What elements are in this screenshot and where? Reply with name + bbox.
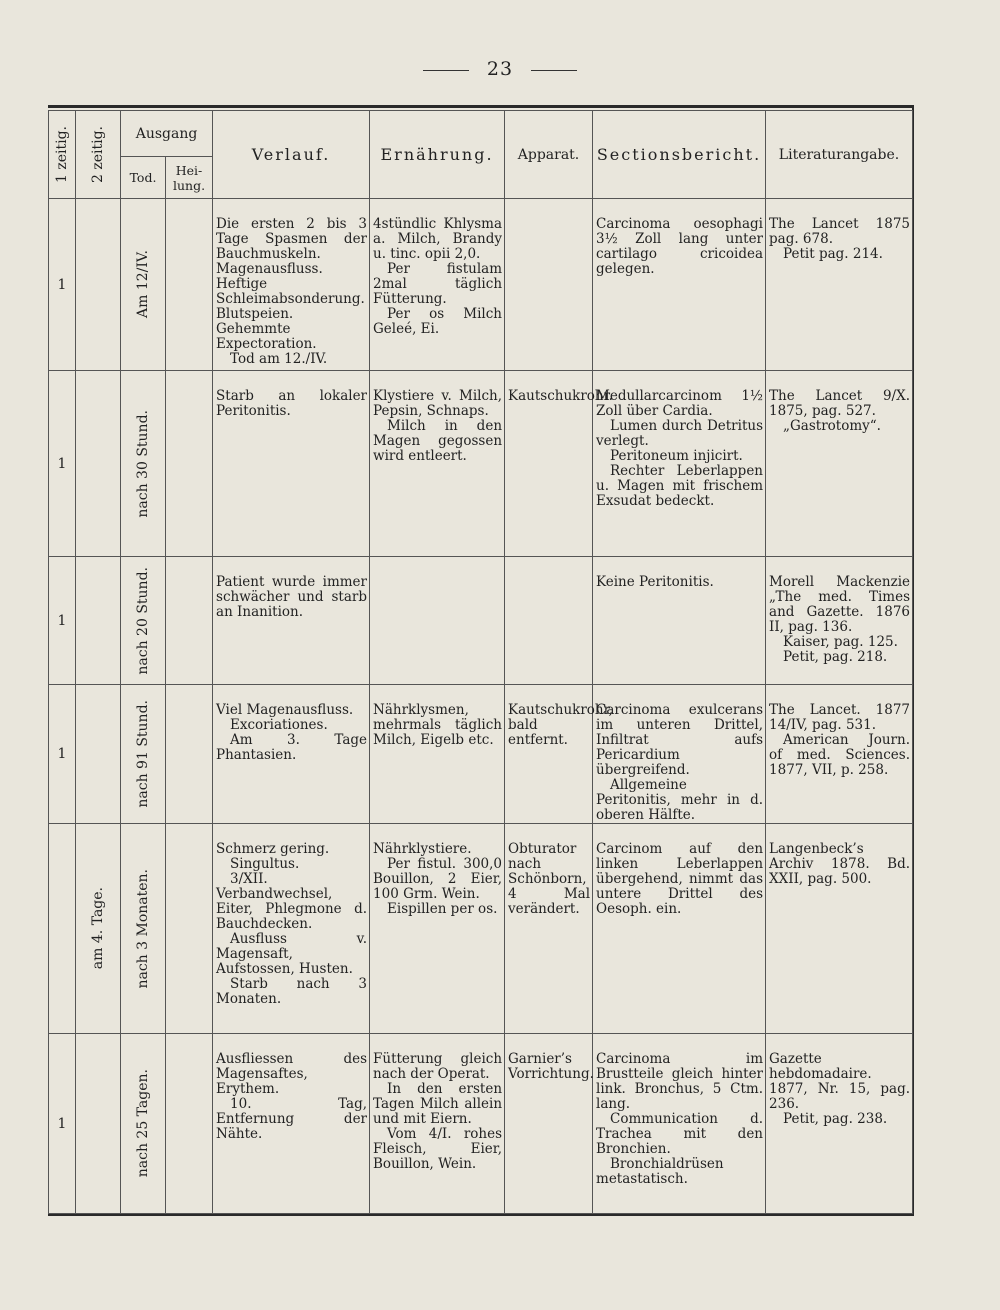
header-verlauf: Verlauf. xyxy=(213,111,370,199)
cell-einzeitig: 1 xyxy=(49,685,76,824)
cell-zweizeitig xyxy=(76,371,121,557)
cell-apparat xyxy=(505,199,593,371)
cell-literatur-paragraph: Morell Mackenzie „The med. Times and Gazette. 1876 II, pag. 136. xyxy=(769,574,911,635)
cell-sectionsbericht-paragraph: Bronchialdrüsen metastatisch. xyxy=(596,1156,724,1187)
table-body xyxy=(49,199,913,1214)
cell-ernaehrung-paragraph: Milch in den Magen gegossen wird entleert. xyxy=(373,418,503,464)
table-row xyxy=(49,824,913,1034)
cell-ernaehrung xyxy=(370,1034,505,1214)
cell-verlauf-paragraph: Patient wurde immer schwächer und starb an Inanition. xyxy=(216,574,368,620)
cell-zweizeitig xyxy=(76,557,121,685)
cell-verlauf-paragraph: Am 3. Tage Phantasien. xyxy=(216,732,368,763)
page-number-text: 23 xyxy=(486,58,514,80)
cell-verlauf-paragraph: 10. Tag, Entfernung der Nähte. xyxy=(216,1096,368,1142)
cell-verlauf-paragraph: Starb nach 3 Monaten. xyxy=(216,976,368,1007)
cell-apparat-paragraph: Kautschukrohr. xyxy=(508,388,613,404)
cell-literatur-paragraph: The Lancet 9/X. 1875, pag. 527. xyxy=(769,388,911,419)
page-number-rule-left xyxy=(423,70,469,71)
cell-sectionsbericht-paragraph: Carcinoma oesophagi 3½ Zoll lang unter cartilago cricoidea gelegen. xyxy=(596,216,764,277)
cell-literatur-paragraph: Petit, pag. 218. xyxy=(783,649,888,665)
cell-literatur xyxy=(766,824,913,1034)
cell-literatur-paragraph: Kaiser, pag. 125. xyxy=(783,634,898,650)
cell-heilung xyxy=(166,371,213,557)
header-literatur: Literaturangabe. xyxy=(766,111,913,199)
cell-ernaehrung-paragraph: Nährklysmen, mehrmals täglich Milch, Eigelb etc. xyxy=(373,702,503,748)
header-ernaehrung: Ernährung. xyxy=(370,111,505,199)
cell-heilung xyxy=(166,1034,213,1214)
cell-tod xyxy=(121,685,166,824)
cell-verlauf xyxy=(213,824,370,1034)
cell-zweizeitig xyxy=(76,199,121,371)
cell-einzeitig: 1 xyxy=(49,371,76,557)
cell-zweizeitig xyxy=(76,824,121,1034)
table-row xyxy=(49,685,913,824)
cell-verlauf-paragraph: Ausfliessen des Magensaftes, Erythem. xyxy=(216,1051,368,1097)
cell-ernaehrung-paragraph: Klystiere v. Milch, Pepsin, Schnaps. xyxy=(373,388,503,419)
cell-tod-text: nach 25 Tagen. xyxy=(135,1069,151,1178)
cell-sectionsbericht-paragraph: Carcinom auf den linken Leberlappen übergehend, nimmt das untere Drittel des Oesoph. ein. xyxy=(596,841,764,917)
page-number-rule-right xyxy=(531,70,577,71)
table-row xyxy=(49,557,913,685)
header-sectionsbericht: Sectionsbericht. xyxy=(593,111,766,199)
cell-heilung xyxy=(166,824,213,1034)
cell-verlauf xyxy=(213,199,370,371)
cell-literatur xyxy=(766,557,913,685)
cell-ernaehrung-paragraph: Vom 4/I. rohes Fleisch, Eier, Bouillon, Wein. xyxy=(373,1126,503,1172)
cell-verlauf-paragraph: Singultus. xyxy=(230,856,300,872)
cell-sectionsbericht xyxy=(593,557,766,685)
cell-ernaehrung xyxy=(370,557,505,685)
cell-sectionsbericht-paragraph: Carcinoma exulcerans im unteren Drittel, Infiltrat aufs Pericardium übergreifend. xyxy=(596,702,764,778)
cell-literatur-paragraph: The Lancet. 1877 14/IV, pag. 531. xyxy=(769,702,911,733)
table-row xyxy=(49,371,913,557)
cell-tod-text: nach 30 Stund. xyxy=(135,409,151,518)
cell-ernaehrung xyxy=(370,824,505,1034)
cell-sectionsbericht xyxy=(593,199,766,371)
cell-tod xyxy=(121,824,166,1034)
cell-tod-text: nach 3 Monaten. xyxy=(135,868,151,989)
cell-verlauf-paragraph: 3/XII. Verbandwechsel, Eiter, Phlegmone d. Bauchdecken. xyxy=(216,871,368,932)
cell-verlauf-paragraph: Tod am 12./IV. xyxy=(230,351,328,367)
cell-tod xyxy=(121,557,166,685)
cell-verlauf-paragraph: Excoriationes. xyxy=(230,717,328,733)
cell-sectionsbericht-paragraph: Communication d. Trachea mit den Bronchien. xyxy=(596,1111,764,1157)
cell-einzeitig: 1 xyxy=(49,557,76,685)
cell-ernaehrung-paragraph: In den ersten Tagen Milch allein und mit Eiern. xyxy=(373,1081,503,1127)
cell-literatur xyxy=(766,199,913,371)
cell-tod xyxy=(121,199,166,371)
cell-literatur-paragraph: The Lancet 1875 pag. 678. xyxy=(769,216,911,247)
cell-zweizeitig xyxy=(76,685,121,824)
cell-apparat xyxy=(505,824,593,1034)
header-zweizeitig: 2 zeitig. xyxy=(76,111,121,199)
cell-sectionsbericht xyxy=(593,1034,766,1214)
cell-ernaehrung-paragraph: 4stündlic Khlysma a. Milch, Brandy u. tinc. opii 2,0. xyxy=(373,216,503,262)
cell-sectionsbericht-paragraph: Keine Peritonitis. xyxy=(596,574,714,590)
cell-literatur-paragraph: American Journ. of med. Sciences. 1877, VII, p. 258. xyxy=(769,732,911,778)
cell-ernaehrung xyxy=(370,685,505,824)
cell-apparat xyxy=(505,557,593,685)
cell-verlauf-paragraph: Die ersten 2 bis 3 Tage Spasmen der Bauchmuskeln. Magenausfluss. Heftige Schleimabsonderung. Blutspeien. Gehemmte Expectoration. xyxy=(216,216,368,352)
cell-literatur-paragraph: Gazette hebdomadaire. 1877, Nr. 15, pag. 236. xyxy=(769,1051,911,1112)
cell-sectionsbericht-paragraph: Peritoneum injicirt. xyxy=(610,448,743,464)
cell-sectionsbericht-paragraph: Allgemeine Peritonitis, mehr in d. oberen Hälfte. xyxy=(596,777,764,823)
cell-sectionsbericht xyxy=(593,824,766,1034)
cell-literatur xyxy=(766,685,913,824)
cell-apparat-paragraph: Garnier’s Vorrichtung. xyxy=(508,1051,594,1082)
cell-zweizeitig-text: am 4. Tage. xyxy=(90,887,106,970)
cell-apparat xyxy=(505,685,613,824)
cell-tod-text: nach 91 Stund. xyxy=(135,700,151,808)
cell-ernaehrung xyxy=(370,371,505,557)
cell-apparat xyxy=(505,1034,593,1214)
case-table xyxy=(48,110,913,1214)
cell-literatur xyxy=(766,371,913,557)
cell-ernaehrung xyxy=(370,199,505,371)
header-einzeitig: 1 zeitig. xyxy=(49,111,76,199)
cell-zweizeitig xyxy=(76,1034,121,1214)
cell-tod xyxy=(121,371,166,557)
cell-literatur-paragraph: Petit, pag. 238. xyxy=(783,1111,888,1127)
cell-literatur xyxy=(766,1034,913,1214)
cell-tod xyxy=(121,1034,166,1214)
cell-sectionsbericht-paragraph: Carcinoma im Brustteile gleich hinter link. Bronchus, 5 Ctm. lang. xyxy=(596,1051,764,1112)
cell-apparat xyxy=(505,371,613,557)
cell-einzeitig: 1 xyxy=(49,199,76,371)
cell-ernaehrung-paragraph: Nährklystiere. xyxy=(373,841,472,857)
cell-verlauf-paragraph: Viel Magenausfluss. xyxy=(216,702,354,718)
header-ausgang: Ausgang xyxy=(121,111,213,157)
cell-ernaehrung-paragraph: Eispillen per os. xyxy=(387,901,498,917)
page-number xyxy=(0,58,1000,80)
cell-verlauf xyxy=(213,685,370,824)
cell-tod-text: nach 20 Stund. xyxy=(135,566,151,675)
cell-apparat-paragraph: Kautschukrohr, bald entfernt. xyxy=(508,702,613,748)
cell-sectionsbericht-paragraph: Lumen durch Detritus verlegt. xyxy=(596,418,764,449)
cell-heilung xyxy=(166,199,213,371)
cell-einzeitig: 1 xyxy=(49,1034,76,1214)
cell-apparat-paragraph: Obturator nach Schönborn, 4 Mal verändert. xyxy=(508,841,591,917)
cell-ernaehrung-paragraph: Per fistul. 300,0 Bouillon, 2 Eier, 100 Grm. Wein. xyxy=(373,856,503,902)
cell-einzeitig xyxy=(49,824,76,1034)
table-row xyxy=(49,1034,913,1214)
header-apparat: Apparat. xyxy=(505,111,593,199)
cell-verlauf xyxy=(213,1034,370,1214)
table-row xyxy=(49,199,913,371)
cell-heilung xyxy=(166,557,213,685)
cell-ernaehrung-paragraph: Per os Milch Geleé, Ei. xyxy=(373,306,503,337)
cell-verlauf xyxy=(213,557,370,685)
cell-verlauf xyxy=(213,371,370,557)
cell-sectionsbericht xyxy=(593,685,766,824)
cell-literatur-paragraph: Petit pag. 214. xyxy=(783,246,883,262)
cell-ernaehrung-paragraph: Fütterung gleich nach der Operat. xyxy=(373,1051,503,1082)
cell-verlauf-paragraph: Schmerz gering. xyxy=(216,841,330,857)
header-tod: Tod. xyxy=(121,157,166,199)
cell-literatur-paragraph: Langenbeck’s Archiv 1878. Bd. XXII, pag. 500. xyxy=(769,841,911,887)
cell-sectionsbericht-paragraph: Rechter Leberlappen u. Magen mit frischem Exsudat bedeckt. xyxy=(596,463,764,509)
cell-verlauf-paragraph: Ausfluss v. Magensaft, Aufstossen, Husten. xyxy=(216,931,368,977)
cell-ernaehrung-paragraph: Per fistulam 2mal täglich Fütterung. xyxy=(373,261,503,307)
cell-sectionsbericht xyxy=(593,371,766,557)
cell-heilung xyxy=(166,685,213,824)
cell-verlauf-paragraph: Starb an lokaler Peritonitis. xyxy=(216,388,368,419)
header-heilung: Hei- lung. xyxy=(166,157,213,199)
cell-sectionsbericht-paragraph: Medullarcarcinom 1½ Zoll über Cardia. xyxy=(596,388,764,419)
cell-tod-text: Am 12/IV. xyxy=(135,250,151,319)
cell-literatur-paragraph: „Gastrotomy“. xyxy=(783,418,881,434)
